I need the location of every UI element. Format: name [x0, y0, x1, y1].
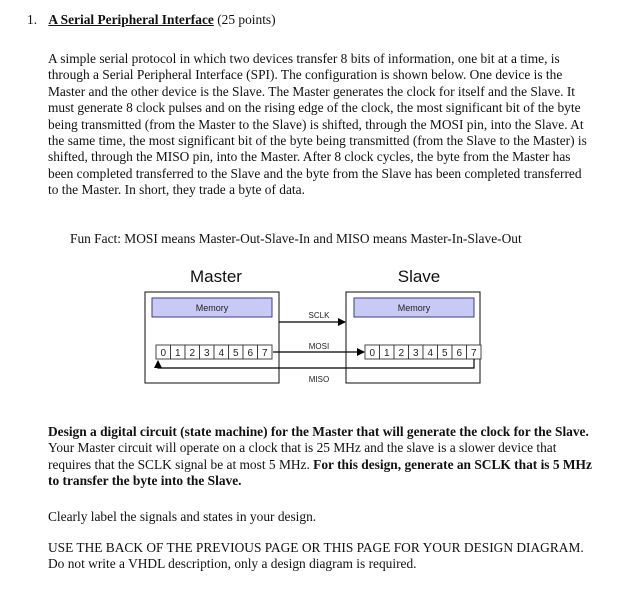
slave-shift-register [365, 345, 481, 359]
question-title: A Serial Peripheral Interface [48, 12, 214, 27]
slave-bit-label-1: 1 [383, 348, 390, 359]
slave-bit-label-5: 5 [441, 348, 448, 359]
master-bit-label-4: 4 [218, 348, 225, 359]
master-bit-label-3: 3 [203, 348, 210, 359]
master-memory-label: Memory [195, 303, 229, 313]
problem-description: A simple serial protocol in which two devices transfer 8 bits of information, one bit at a time, is through a Serial Peripheral Interface (SPI). The configuration is shown below. One device is the Master and the other device is the Slave. The Master generates the clock for itself and the Slave. It must generate 8 clock pulses and on the rising edge of the clock, the most significant bit of the byte being transmitted (from the Master to the Slave) is shifted, through the MOSI pin, into the Slave. At the same time, the most significant bit of the byte being transmitted (from the Slave to the Master) is shifted, through the MISO pin, into the Master. After 8 clock cycles, the byte from the Master has been completed transferred to the Slave and the byte from the Slave has been completed transferred to the Master. In short, they trade a byte of data. [48, 51, 587, 198]
master-bit-label-1: 1 [174, 348, 181, 359]
master-bit-label-0: 0 [160, 348, 167, 359]
master-title: Master [190, 267, 242, 286]
slave-bit-label-7: 7 [470, 348, 477, 359]
design-task-lead: Design a digital circuit (state machine) for the Master that will generate the clock for the Slave. [48, 424, 589, 439]
mosi-label: MOSI [308, 342, 330, 351]
miso-label: MISO [308, 375, 330, 384]
slave-bit-label-2: 2 [398, 348, 405, 359]
label-instruction: Clearly label the signals and states in your design. [48, 509, 317, 524]
slave-bit-label-4: 4 [427, 348, 434, 359]
master-shift-register [156, 345, 272, 359]
design-task [48, 424, 593, 490]
design-task-middle: Your Master circuit will operate on a clock that is 25 MHz and the slave is a slower device that requires that the SCLK signal be at most 5 MHz. [48, 440, 557, 472]
master-bit-label-6: 6 [247, 348, 254, 359]
slave-bit-label-3: 3 [412, 348, 419, 359]
design-task-tail: For this design, generate an SCLK that is 5 MHz to transfer the byte into the Slave. [48, 456, 592, 489]
question-points: (25 points) [217, 12, 276, 27]
slave-title: Slave [397, 267, 441, 286]
master-bit-label-7: 7 [261, 348, 268, 359]
fun-fact: Fun Fact: MOSI means Master-Out-Slave-In and MISO means Master-In-Slave-Out [70, 231, 522, 246]
master-bit-label-5: 5 [232, 348, 239, 359]
slave-bit-label-6: 6 [456, 348, 463, 359]
slave-memory-label: Memory [397, 303, 431, 313]
back-instruction: USE THE BACK OF THE PREVIOUS PAGE OR THIS PAGE FOR YOUR DESIGN DIAGRAM. Do not write a VHDL description, only a design diagram is required. [48, 540, 584, 572]
slave-bit-label-0: 0 [369, 348, 376, 359]
master-bit-label-2: 2 [189, 348, 196, 359]
sclk-label: SCLK [308, 311, 330, 320]
question-number: 1. [27, 12, 38, 27]
